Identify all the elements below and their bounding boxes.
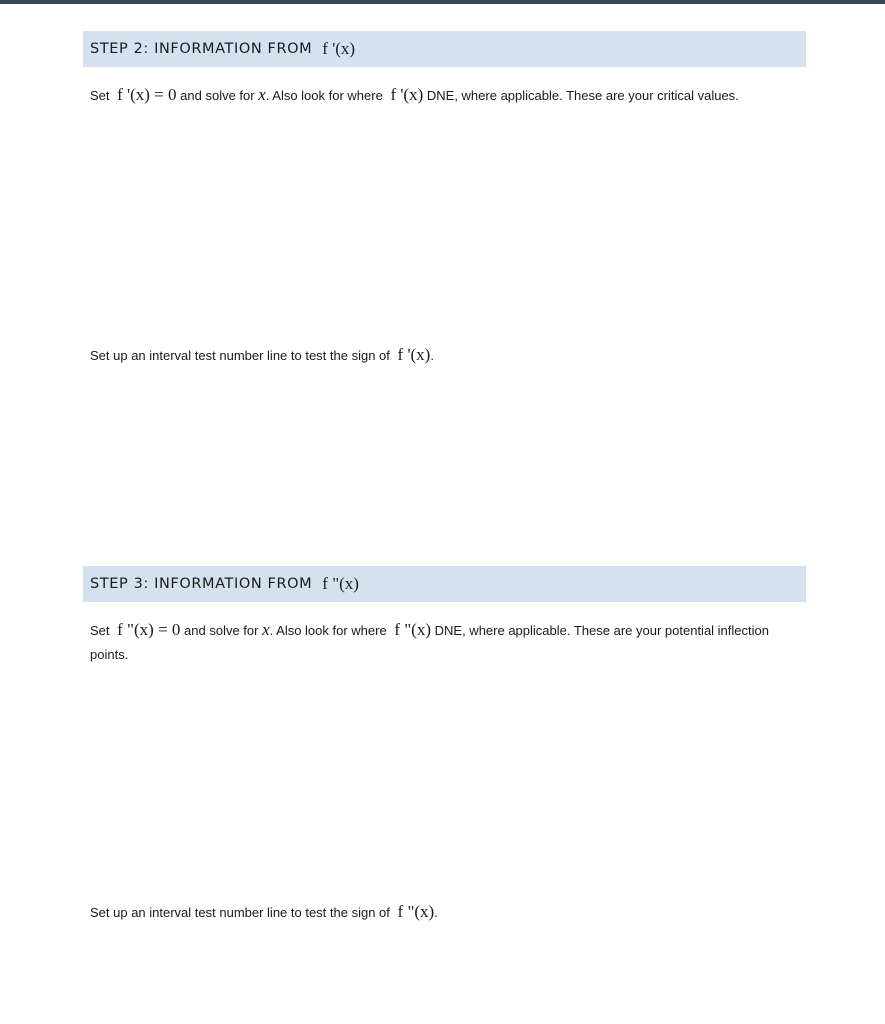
step3-p1-variable: x — [262, 620, 270, 639]
step2-p2-tail: . — [430, 348, 434, 363]
top-border — [0, 0, 885, 4]
step2-header-label: STEP 2: INFORMATION FROM — [90, 41, 313, 57]
step2-p1-tail: DNE, where applicable. These are your critical values. — [426, 88, 739, 103]
step2-instruction-critical-values — [90, 83, 790, 108]
step2-p1-mid2: . Also look for where — [265, 88, 383, 103]
step3-p1-mid: and solve for — [184, 623, 259, 638]
step2-header — [83, 31, 806, 67]
step3-p1-mid2: . Also look for where — [269, 623, 387, 638]
step3-p1-lead: Set — [90, 623, 110, 638]
step3-instruction-number-line — [90, 900, 790, 925]
step2-p1-mid: and solve for — [180, 88, 255, 103]
step2-p1-derivative: f '(x) — [390, 85, 424, 104]
step2-header-math: f '(x) — [322, 39, 356, 58]
step3-p1-tail: DNE, where applicable. These are your potential inflection points. — [90, 623, 769, 662]
step3-p2-lead: Set up an interval test number line to test the sign of — [90, 905, 390, 920]
step3-p1-equation: f "(x) = 0 — [117, 620, 181, 639]
step2-p1-variable: x — [258, 85, 266, 104]
step2-p2-lead: Set up an interval test number line to test the sign of — [90, 348, 390, 363]
step3-p1-derivative: f "(x) — [394, 620, 432, 639]
step3-header-label: STEP 3: INFORMATION FROM — [90, 576, 313, 592]
step2-p1-lead: Set — [90, 88, 110, 103]
step2-instruction-number-line — [90, 343, 790, 368]
step3-p2-tail: . — [434, 905, 438, 920]
step3-p2-derivative: f "(x) — [397, 902, 435, 921]
step2-p2-derivative: f '(x) — [397, 345, 431, 364]
step3-header — [83, 566, 806, 602]
step2-p1-equation: f '(x) = 0 — [117, 85, 177, 104]
step3-header-math: f "(x) — [322, 574, 359, 593]
step3-instruction-inflection-points — [90, 618, 790, 667]
